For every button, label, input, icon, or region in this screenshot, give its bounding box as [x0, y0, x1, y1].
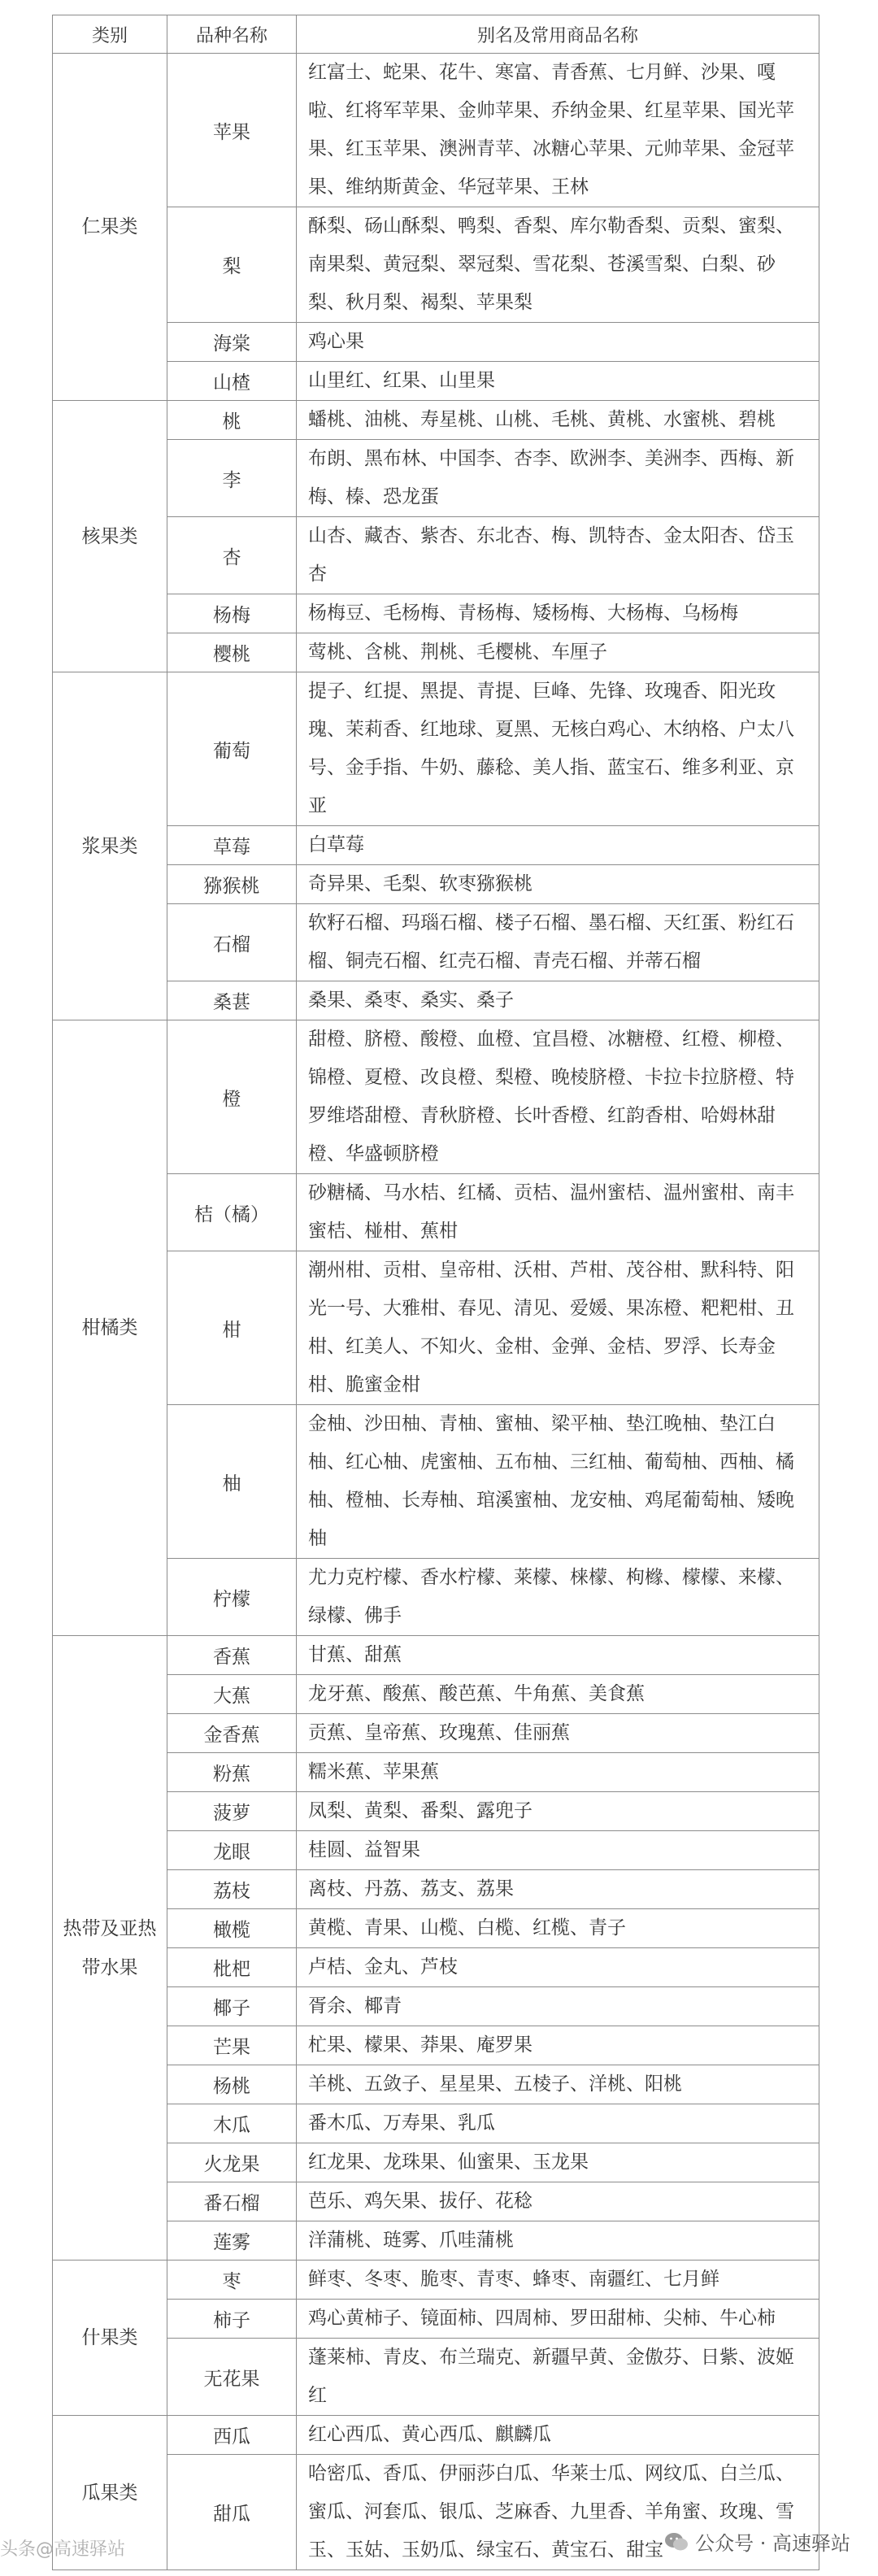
variety-cell: 李	[167, 440, 297, 517]
table-row	[53, 54, 819, 207]
variety-cell: 龙眼	[167, 1831, 297, 1870]
variety-cell: 芒果	[167, 2026, 297, 2065]
category-cell: 柑橘类	[53, 1020, 167, 1636]
table-row	[53, 1559, 819, 1636]
table-row	[53, 1675, 819, 1714]
aliases-cell: 山里红、红果、山里果	[297, 362, 819, 401]
table-row	[53, 1174, 819, 1251]
table-row	[53, 865, 819, 904]
table-row	[53, 2416, 819, 2455]
aliases-cell: 鸡心黄柿子、镜面柿、四周柿、罗田甜柿、尖柿、牛心柿	[297, 2300, 819, 2339]
aliases-cell: 白草莓	[297, 826, 819, 865]
table-row	[53, 672, 819, 826]
variety-cell: 柠檬	[167, 1559, 297, 1636]
variety-cell: 桑葚	[167, 981, 297, 1020]
variety-cell: 番石榴	[167, 2182, 297, 2221]
table-row	[53, 1948, 819, 1987]
variety-cell: 橄榄	[167, 1909, 297, 1948]
variety-cell: 苹果	[167, 54, 297, 207]
header-aliases: 别名及常用商品名称	[297, 15, 819, 54]
variety-cell: 杨梅	[167, 594, 297, 633]
aliases-cell: 山杏、藏杏、紫杏、东北杏、梅、凯特杏、金太阳杏、岱玉杏	[297, 517, 819, 594]
header-variety: 品种名称	[167, 15, 297, 54]
category-cell: 仁果类	[53, 54, 167, 401]
aliases-cell: 黄榄、青果、山榄、白榄、红榄、青子	[297, 1909, 819, 1948]
aliases-cell: 杧果、檬果、莽果、庵罗果	[297, 2026, 819, 2065]
variety-cell: 无花果	[167, 2339, 297, 2416]
variety-cell: 海棠	[167, 323, 297, 362]
aliases-cell: 龙牙蕉、酸蕉、酸芭蕉、牛角蕉、美食蕉	[297, 1675, 819, 1714]
table-header-row	[53, 15, 819, 54]
table-row	[53, 594, 819, 633]
variety-cell: 桔（橘）	[167, 1174, 297, 1251]
aliases-cell: 蟠桃、油桃、寿星桃、山桃、毛桃、黄桃、水蜜桃、碧桃	[297, 401, 819, 440]
variety-cell: 石榴	[167, 904, 297, 981]
table-row	[53, 2300, 819, 2339]
aliases-cell: 羊桃、五敛子、星星果、五棱子、洋桃、阳桃	[297, 2065, 819, 2104]
table-row	[53, 1020, 819, 1174]
aliases-cell: 鸡心果	[297, 323, 819, 362]
variety-cell: 杏	[167, 517, 297, 594]
variety-cell: 柑	[167, 1251, 297, 1405]
table-row	[53, 323, 819, 362]
variety-cell: 椰子	[167, 1987, 297, 2026]
table-row	[53, 517, 819, 594]
aliases-cell: 红富士、蛇果、花牛、寒富、青香蕉、七月鲜、沙果、嘎啦、红将军苹果、金帅苹果、乔纳金果、红星苹果、国光苹果、红玉苹果、澳洲青苹、冰糖心苹果、元帅苹果、金冠苹果、维纳斯黄金、华冠苹果、王林	[297, 54, 819, 207]
aliases-cell: 蓬莱柿、青皮、布兰瑞克、新疆早黄、金傲芬、日紫、波姬红	[297, 2339, 819, 2416]
aliases-cell: 红心西瓜、黄心西瓜、麒麟瓜	[297, 2416, 819, 2455]
aliases-cell: 奇异果、毛梨、软枣猕猴桃	[297, 865, 819, 904]
watermark-right	[664, 2527, 850, 2556]
aliases-cell: 砂糖橘、马水桔、红橘、贡桔、温州蜜桔、温州蜜柑、南丰蜜桔、椪柑、蕉柑	[297, 1174, 819, 1251]
aliases-cell: 胥余、椰青	[297, 1987, 819, 2026]
variety-cell: 木瓜	[167, 2104, 297, 2143]
fruit-alias-table	[52, 15, 819, 2570]
variety-cell: 火龙果	[167, 2143, 297, 2182]
table-row	[53, 826, 819, 865]
aliases-cell: 布朗、黑布林、中国李、杏李、欧洲李、美洲李、西梅、新梅、榛、恐龙蛋	[297, 440, 819, 517]
category-cell: 浆果类	[53, 672, 167, 1020]
table-row	[53, 904, 819, 981]
aliases-cell: 卢桔、金丸、芦枝	[297, 1948, 819, 1987]
aliases-cell: 桂圆、益智果	[297, 1831, 819, 1870]
watermark-right-text: 公众号 · 高速驿站	[695, 2532, 850, 2555]
table-row	[53, 2026, 819, 2065]
variety-cell: 柚	[167, 1405, 297, 1559]
variety-cell: 甜瓜	[167, 2455, 297, 2570]
aliases-cell: 离枝、丹荔、荔支、荔果	[297, 1870, 819, 1909]
table-row	[53, 401, 819, 440]
table-row	[53, 1870, 819, 1909]
table-row	[53, 1831, 819, 1870]
variety-cell: 香蕉	[167, 1636, 297, 1675]
table-row	[53, 440, 819, 517]
variety-cell: 柿子	[167, 2300, 297, 2339]
variety-cell: 西瓜	[167, 2416, 297, 2455]
aliases-cell: 甘蕉、甜蕉	[297, 1636, 819, 1675]
table-row	[53, 1714, 819, 1753]
wechat-icon	[664, 2531, 689, 2552]
table-body	[53, 54, 819, 2570]
variety-cell: 樱桃	[167, 633, 297, 672]
variety-cell: 桃	[167, 401, 297, 440]
category-cell: 瓜果类	[53, 2416, 167, 2570]
aliases-cell: 酥梨、砀山酥梨、鸭梨、香梨、库尔勒香梨、贡梨、蜜梨、南果梨、黄冠梨、翠冠梨、雪花梨、苍溪雪梨、白梨、砂梨、秋月梨、褐梨、苹果梨	[297, 207, 819, 323]
aliases-cell: 尤力克柠檬、香水柠檬、莱檬、梾檬、枸橼、檬檬、来檬、绿檬、佛手	[297, 1559, 819, 1636]
watermark-left: 头条@高速驿站	[0, 2539, 126, 2560]
table-row	[53, 1405, 819, 1559]
table-row	[53, 2143, 819, 2182]
aliases-cell: 哈密瓜、香瓜、伊丽莎白瓜、华莱士瓜、网纹瓜、白兰瓜、蜜瓜、河套瓜、银瓜、芝麻香、九里香、羊角蜜、玫瑰、雪玉、玉姑、玉奶瓜、绿宝石、黄宝石、甜宝	[297, 2455, 819, 2570]
aliases-cell: 番木瓜、万寿果、乳瓜	[297, 2104, 819, 2143]
aliases-cell: 莺桃、含桃、荆桃、毛樱桃、车厘子	[297, 633, 819, 672]
table-row	[53, 2261, 819, 2300]
variety-cell: 杨桃	[167, 2065, 297, 2104]
table-row	[53, 2221, 819, 2261]
category-cell: 什果类	[53, 2261, 167, 2416]
variety-cell: 梨	[167, 207, 297, 323]
aliases-cell: 凤梨、黄梨、番梨、露兜子	[297, 1792, 819, 1831]
aliases-cell: 杨梅豆、毛杨梅、青杨梅、矮杨梅、大杨梅、乌杨梅	[297, 594, 819, 633]
aliases-cell: 贡蕉、皇帝蕉、玫瑰蕉、佳丽蕉	[297, 1714, 819, 1753]
variety-cell: 枣	[167, 2261, 297, 2300]
variety-cell: 莲雾	[167, 2221, 297, 2261]
variety-cell: 猕猴桃	[167, 865, 297, 904]
table-row	[53, 362, 819, 401]
aliases-cell: 鲜枣、冬枣、脆枣、青枣、蜂枣、南疆红、七月鲜	[297, 2261, 819, 2300]
aliases-cell: 甜橙、脐橙、酸橙、血橙、宜昌橙、冰糖橙、红橙、柳橙、锦橙、夏橙、改良橙、梨橙、晚棱脐橙、卡拉卡拉脐橙、特罗维塔甜橙、青秋脐橙、长叶香橙、红韵香柑、哈姆林甜橙、华盛顿脐橙	[297, 1020, 819, 1174]
table-row	[53, 2182, 819, 2221]
table-row	[53, 1636, 819, 1675]
table-row	[53, 1792, 819, 1831]
variety-cell: 金香蕉	[167, 1714, 297, 1753]
variety-cell: 草莓	[167, 826, 297, 865]
aliases-cell: 提子、红提、黑提、青提、巨峰、先锋、玫瑰香、阳光玫瑰、茉莉香、红地球、夏黑、无核白鸡心、木纳格、户太八号、金手指、牛奶、藤稔、美人指、蓝宝石、维多利亚、京亚	[297, 672, 819, 826]
table-row	[53, 1753, 819, 1792]
variety-cell: 枇杷	[167, 1948, 297, 1987]
table-row	[53, 1251, 819, 1405]
table-row	[53, 2065, 819, 2104]
aliases-cell: 芭乐、鸡矢果、拔仔、花稔	[297, 2182, 819, 2221]
variety-cell: 大蕉	[167, 1675, 297, 1714]
aliases-cell: 洋蒲桃、琏雾、爪哇蒲桃	[297, 2221, 819, 2261]
aliases-cell: 潮州柑、贡柑、皇帝柑、沃柑、芦柑、茂谷柑、默科特、阳光一号、大雅柑、春见、清见、爱媛、果冻橙、粑粑柑、丑柑、红美人、不知火、金柑、金弹、金桔、罗浮、长寿金柑、脆蜜金柑	[297, 1251, 819, 1405]
table-row	[53, 2339, 819, 2416]
variety-cell: 橙	[167, 1020, 297, 1174]
variety-cell: 葡萄	[167, 672, 297, 826]
variety-cell: 荔枝	[167, 1870, 297, 1909]
table-row	[53, 1909, 819, 1948]
variety-cell: 粉蕉	[167, 1753, 297, 1792]
table-row	[53, 1987, 819, 2026]
variety-cell: 山楂	[167, 362, 297, 401]
table-row	[53, 981, 819, 1020]
aliases-cell: 桑果、桑枣、桑实、桑子	[297, 981, 819, 1020]
table-row	[53, 633, 819, 672]
aliases-cell: 红龙果、龙珠果、仙蜜果、玉龙果	[297, 2143, 819, 2182]
aliases-cell: 糯米蕉、苹果蕉	[297, 1753, 819, 1792]
aliases-cell: 金柚、沙田柚、青柚、蜜柚、梁平柚、垫江晚柚、垫江白柚、红心柚、虎蜜柚、五布柚、三红柚、葡萄柚、西柚、橘柚、橙柚、长寿柚、琯溪蜜柚、龙安柚、鸡尾葡萄柚、矮晚柚	[297, 1405, 819, 1559]
category-cell: 核果类	[53, 401, 167, 672]
table-row	[53, 207, 819, 323]
header-category: 类别	[53, 15, 167, 54]
aliases-cell: 软籽石榴、玛瑙石榴、楼子石榴、墨石榴、天红蛋、粉红石榴、铜壳石榴、红壳石榴、青壳石榴、并蒂石榴	[297, 904, 819, 981]
table-row	[53, 2104, 819, 2143]
variety-cell: 菠萝	[167, 1792, 297, 1831]
category-cell: 热带及亚热带水果	[53, 1636, 167, 2261]
